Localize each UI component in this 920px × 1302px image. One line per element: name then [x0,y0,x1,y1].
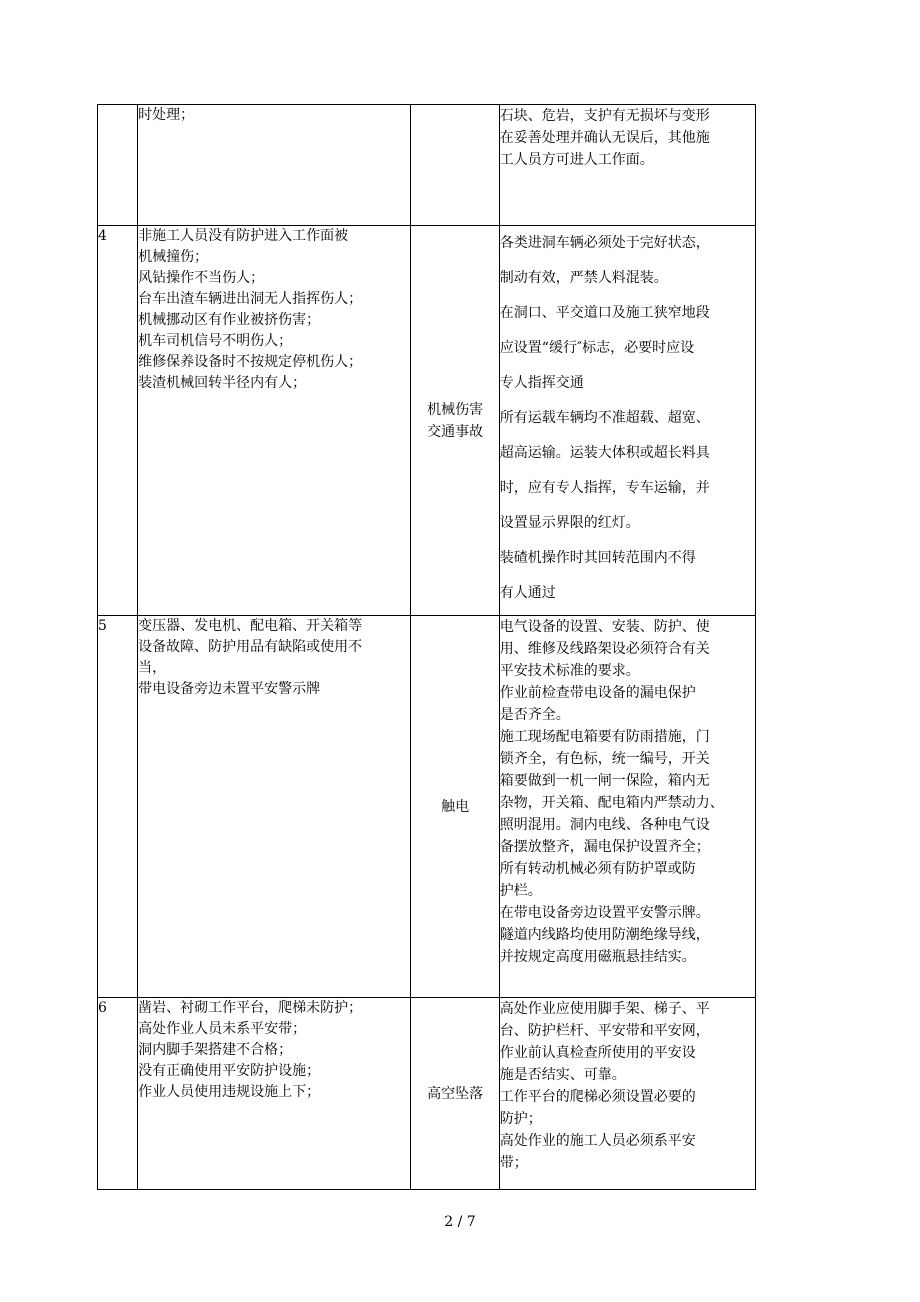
safety-measures-cell [499,105,755,226]
text-line: 箱要做到一机一闸一保险，箱内无 [499,773,710,789]
text-line: 工人员方可进人工作面。 [499,152,654,168]
text-line: 机械撞伤； [138,249,209,265]
text-line: 所有转动机械必须有防护罩或防 [499,861,696,877]
row-number-cell [98,105,138,226]
hazard-source-cell [138,616,411,998]
table-row [98,998,756,1190]
text-line: 装渣机械回转半径内有人； [138,375,307,391]
hazard-table [97,104,756,1190]
text-line: 作业人员使用违规设施上下； [138,1084,321,1100]
text-line: 高处作业人员未系平安带； [138,1021,307,1037]
text-line: 防护； [499,1111,542,1127]
text-line: 设置显示界限的红灯。 [499,515,640,531]
hazard-source-cell [138,998,411,1190]
table-row [98,226,756,616]
accident-type-cell [411,226,499,616]
text-line: 所有运载车辆均不准超载、超宽、 [499,410,710,426]
accident-type-cell [411,616,499,998]
text-line: 电气设备的设置、安装、防护、使 [499,619,710,635]
table-row [98,616,756,998]
text-line: 机械挪动区有作业被挤伤害； [138,312,321,328]
text-line: 平安技术标准的要求。 [499,663,640,679]
row-number-cell: 5 [98,616,138,998]
row-number-cell: 4 [98,226,138,616]
text-line: 备摆放整齐，漏电保护设置齐全； [499,839,710,855]
text-line: 有人通过 [499,585,556,601]
text-line: 是否齐全。 [499,707,570,723]
text-line: 高空坠落 [427,1085,484,1102]
text-line: 超高运输。运装大体积或超长料具 [499,445,710,461]
text-line: 施是否结实、可靠。 [499,1067,626,1083]
text-line: 应设置“缓行″标志，必要时应设 [499,340,695,356]
page-number: 2 / 7 [444,1214,476,1230]
text-line: 高处作业应使用脚手架、梯子、平 [499,1001,710,1017]
text-line: 带电设备旁边未置平安警示牌 [138,681,321,697]
text-line: 工作平台的爬梯必须设置必要的 [499,1089,696,1105]
text-line: 在带电设备旁边设置平安警示牌。 [499,905,710,921]
hazard-table-body [98,105,756,1190]
text-line: 作业前认真检查所使用的平安设 [499,1045,696,1061]
safety-measures-cell [499,616,755,998]
hazard-source-cell [138,226,411,616]
text-line: 用、维修及线路架设必须符合有关 [499,641,710,657]
text-line: 当， [138,660,167,676]
hazard-source-cell [138,105,411,226]
text-line: 时处理； [138,107,195,123]
text-line: 风钻操作不当伤人； [138,270,265,286]
text-line: 触电 [441,798,470,815]
text-line: 制动有效，严禁人料混装。 [499,270,668,286]
text-line: 施工现场配电箱要有防雨措施，门 [499,729,710,745]
safety-measures-cell [499,998,755,1190]
text-line: 在洞口、平交道口及施工狭窄地段 [499,305,710,321]
text-line: 机械伤害 [427,401,484,418]
text-line: 没有正确使用平安防护设施； [138,1063,321,1079]
text-line: 在妥善处理并确认无误后，其他施 [499,130,710,146]
text-line: 石块、危岩，支护有无损坏与变形 [499,108,710,124]
text-line: 凿岩、衬砌工作平台，爬梯未防护； [138,1000,363,1016]
safety-measures-cell [499,226,755,616]
text-line: 专人指挥交通 [499,375,584,391]
text-line: 台车出渣车辆进出洞无人指挥伤人； [138,291,363,307]
text-line: 洞内脚手架搭建不合格； [138,1042,293,1058]
text-line: 机车司机信号不明伤人； [138,333,293,349]
text-line: 台、防护栏杆、平安带和平安网， [499,1023,710,1039]
text-line: 作业前检查带电设备的漏电保护 [499,685,696,701]
table-row [98,105,756,226]
text-line: 高处作业的施工人员必须系平安 [499,1133,696,1149]
text-line: 锁齐全，有色标，统一编号，开关 [499,751,710,767]
text-line: 交通事故 [427,423,484,440]
text-line: 护栏。 [499,883,542,899]
text-line: 带； [499,1155,528,1171]
text-line: 杂物，开关箱、配电箱内严禁动力、 [499,795,724,811]
text-line: 隧道内线路均使用防潮绝缘导线， [499,927,710,943]
accident-type-cell [411,105,499,226]
accident-type-cell [411,998,499,1190]
text-line: 各类进洞车辆必须处于完好状态， [499,235,710,251]
text-line: 变压器、发电机、配电箱、开关箱等 [138,618,363,634]
text-line: 装碴机操作时其回转范围内不得 [499,550,696,566]
text-line: 维修保养设备时不按规定停机伤人； [138,354,363,370]
text-line: 并按规定高度用磁瓶悬挂结实。 [499,949,696,965]
text-line: 时，应有专人指挥，专车运输，并 [499,480,710,496]
text-line: 非施工人员没有防护进入工作面被 [138,228,349,244]
text-line: 照明混用。洞内电线、各种电气设 [499,817,710,833]
text-line: 设备故障、防护用品有缺陷或使用不 [138,639,363,655]
row-number-cell: 6 [98,998,138,1190]
